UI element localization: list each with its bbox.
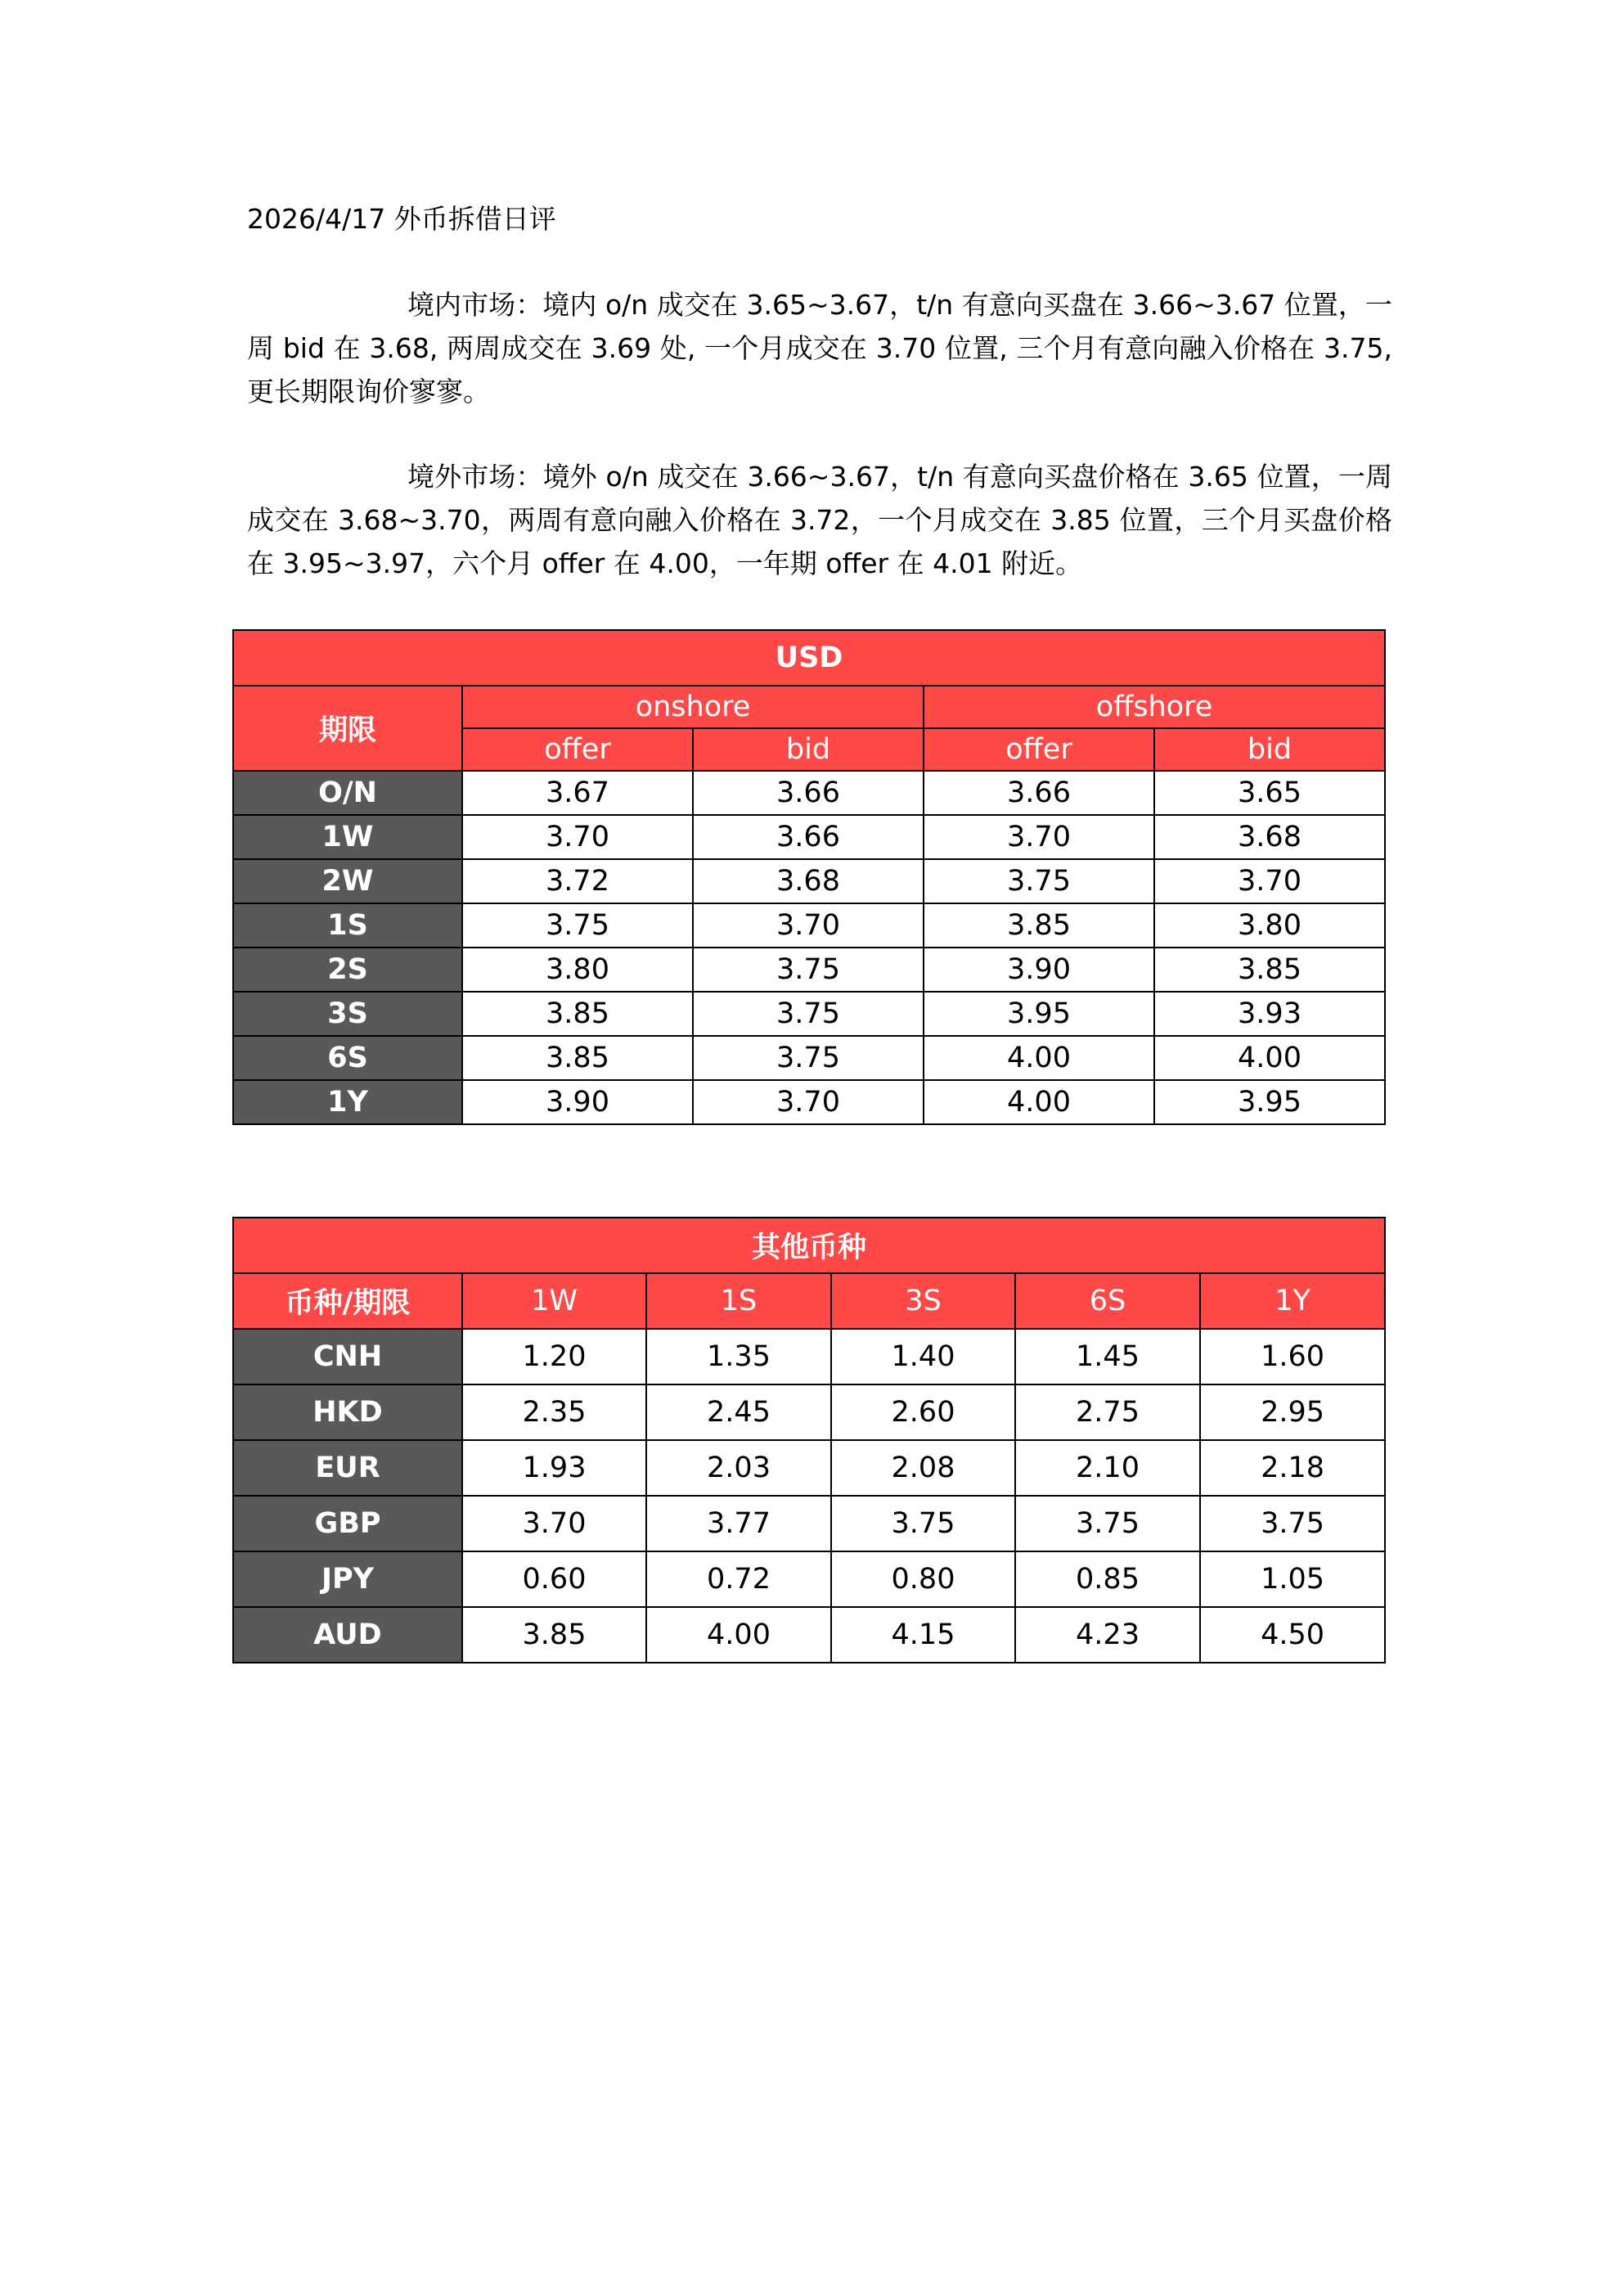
rate-cell: 1.60 bbox=[1200, 1329, 1385, 1384]
rate-cell: 3.66 bbox=[693, 815, 924, 859]
table-row bbox=[233, 1496, 1385, 1551]
rate-cell: 2.03 bbox=[646, 1440, 831, 1496]
rate-cell: 3.75 bbox=[1015, 1496, 1200, 1551]
rate-cell: 4.00 bbox=[1154, 1036, 1385, 1080]
table-row bbox=[233, 815, 1385, 859]
currency-label: CNH bbox=[233, 1329, 462, 1384]
offshore-market-paragraph: 境外市场：境外 o/n 成交在 3.66~3.67，t/n 有意向买盘价格在 3.65 位置，一周成交在 3.68~3.70，两周有意向融入价格在 3.72，一个月成交在 3.85 位置，三个月买盘价格在 3.95~3.97，六个月 offer 在 4.00，一年期 offer 在 4.01 附近。 bbox=[247, 461, 1392, 579]
rate-cell: 3.70 bbox=[462, 815, 693, 859]
rate-cell: 3.66 bbox=[924, 771, 1154, 815]
rate-cell: 3.68 bbox=[1154, 815, 1385, 859]
table-row bbox=[233, 1440, 1385, 1496]
usd-table-title: USD bbox=[233, 630, 1385, 686]
rate-cell: 0.85 bbox=[1015, 1551, 1200, 1607]
rate-cell: 3.75 bbox=[462, 903, 693, 948]
rate-cell: 2.18 bbox=[1200, 1440, 1385, 1496]
rate-cell: 3.90 bbox=[462, 1080, 693, 1124]
tenor-label: 2S bbox=[233, 948, 462, 992]
rate-cell: 4.15 bbox=[831, 1607, 1015, 1663]
currency-label: EUR bbox=[233, 1440, 462, 1496]
rate-cell: 3.65 bbox=[1154, 771, 1385, 815]
onshore-header: onshore bbox=[462, 686, 924, 728]
currency-label: AUD bbox=[233, 1607, 462, 1663]
rate-cell: 1.45 bbox=[1015, 1329, 1200, 1384]
rate-cell: 3.95 bbox=[1154, 1080, 1385, 1124]
table-row bbox=[233, 903, 1385, 948]
rate-cell: 4.00 bbox=[646, 1607, 831, 1663]
table-row bbox=[233, 992, 1385, 1036]
rate-cell: 4.00 bbox=[924, 1036, 1154, 1080]
rate-cell: 3.70 bbox=[1154, 859, 1385, 903]
currency-label: HKD bbox=[233, 1384, 462, 1440]
table-row bbox=[233, 1329, 1385, 1384]
rate-cell: 2.08 bbox=[831, 1440, 1015, 1496]
rate-cell: 4.00 bbox=[924, 1080, 1154, 1124]
other-currencies-table bbox=[232, 1217, 1386, 1663]
table-row bbox=[233, 1607, 1385, 1663]
tenor-label: O/N bbox=[233, 771, 462, 815]
rate-cell: 3.75 bbox=[924, 859, 1154, 903]
currency-label: JPY bbox=[233, 1551, 462, 1607]
table-row bbox=[233, 948, 1385, 992]
rate-cell: 1.05 bbox=[1200, 1551, 1385, 1607]
rate-cell: 3.75 bbox=[693, 992, 924, 1036]
rate-cell: 3.66 bbox=[693, 771, 924, 815]
rate-cell: 2.60 bbox=[831, 1384, 1015, 1440]
rate-cell: 3.80 bbox=[1154, 903, 1385, 948]
rate-cell: 3.85 bbox=[462, 1607, 646, 1663]
currency-label: GBP bbox=[233, 1496, 462, 1551]
rate-cell: 3.75 bbox=[693, 948, 924, 992]
rate-cell: 2.45 bbox=[646, 1384, 831, 1440]
rate-cell: 3.93 bbox=[1154, 992, 1385, 1036]
tenor-label: 1S bbox=[233, 903, 462, 948]
rate-cell: 0.80 bbox=[831, 1551, 1015, 1607]
usd-rate-table bbox=[232, 629, 1386, 1125]
rate-cell: 3.80 bbox=[462, 948, 693, 992]
rate-cell: 3.85 bbox=[1154, 948, 1385, 992]
rate-cell: 3.70 bbox=[462, 1496, 646, 1551]
rate-cell: 2.35 bbox=[462, 1384, 646, 1440]
rate-cell: 3.70 bbox=[693, 903, 924, 948]
rate-cell: 4.23 bbox=[1015, 1607, 1200, 1663]
rate-cell: 0.72 bbox=[646, 1551, 831, 1607]
rate-cell: 3.85 bbox=[924, 903, 1154, 948]
rate-cell: 2.95 bbox=[1200, 1384, 1385, 1440]
rate-cell: 2.10 bbox=[1015, 1440, 1200, 1496]
offshore-bid-header: bid bbox=[1154, 728, 1385, 771]
rate-cell: 1.35 bbox=[646, 1329, 831, 1384]
table-row bbox=[233, 1080, 1385, 1124]
table-row bbox=[233, 1036, 1385, 1080]
rate-cell: 3.75 bbox=[831, 1496, 1015, 1551]
tenor-label: 3S bbox=[233, 992, 462, 1036]
offshore-header: offshore bbox=[924, 686, 1385, 728]
table-row bbox=[233, 1551, 1385, 1607]
document-title: 2026/4/17 外币拆借日评 bbox=[247, 203, 556, 235]
table-row bbox=[233, 1384, 1385, 1440]
offshore-offer-header: offer bbox=[924, 728, 1154, 771]
tenor-label: 6S bbox=[233, 1036, 462, 1080]
rate-cell: 1.40 bbox=[831, 1329, 1015, 1384]
rate-cell: 3.77 bbox=[646, 1496, 831, 1551]
rate-cell: 2.75 bbox=[1015, 1384, 1200, 1440]
rate-cell: 3.95 bbox=[924, 992, 1154, 1036]
rate-cell: 3.75 bbox=[693, 1036, 924, 1080]
column-header-6s: 6S bbox=[1015, 1273, 1200, 1329]
rate-cell: 1.20 bbox=[462, 1329, 646, 1384]
rate-cell: 3.72 bbox=[462, 859, 693, 903]
table-row bbox=[233, 859, 1385, 903]
rate-cell: 4.50 bbox=[1200, 1607, 1385, 1663]
rate-cell: 3.85 bbox=[462, 992, 693, 1036]
onshore-bid-header: bid bbox=[693, 728, 924, 771]
rate-cell: 3.85 bbox=[462, 1036, 693, 1080]
rate-cell: 3.70 bbox=[924, 815, 1154, 859]
onshore-market-paragraph: 境内市场：境内 o/n 成交在 3.65~3.67，t/n 有意向买盘在 3.66~3.67 位置，一周 bid 在 3.68, 两周成交在 3.69 处, 一个月成交在 3.70 位置, 三个月有意向融入价格在 3.75, 更长期限询价寥寥。 bbox=[247, 289, 1392, 407]
column-header-1y: 1Y bbox=[1200, 1273, 1385, 1329]
tenor-label: 2W bbox=[233, 859, 462, 903]
table-row bbox=[233, 771, 1385, 815]
tenor-label: 1W bbox=[233, 815, 462, 859]
rate-cell: 3.67 bbox=[462, 771, 693, 815]
rate-cell: 3.75 bbox=[1200, 1496, 1385, 1551]
column-header-3s: 3S bbox=[831, 1273, 1015, 1329]
period-header: 期限 bbox=[233, 686, 462, 771]
rate-cell: 1.93 bbox=[462, 1440, 646, 1496]
rate-cell: 3.70 bbox=[693, 1080, 924, 1124]
rate-cell: 3.90 bbox=[924, 948, 1154, 992]
tenor-label: 1Y bbox=[233, 1080, 462, 1124]
column-header-1w: 1W bbox=[462, 1273, 646, 1329]
other-table-title: 其他币种 bbox=[233, 1218, 1385, 1273]
column-header-1s: 1S bbox=[646, 1273, 831, 1329]
currency-period-header: 币种/期限 bbox=[233, 1273, 462, 1329]
rate-cell: 0.60 bbox=[462, 1551, 646, 1607]
onshore-offer-header: offer bbox=[462, 728, 693, 771]
rate-cell: 3.68 bbox=[693, 859, 924, 903]
